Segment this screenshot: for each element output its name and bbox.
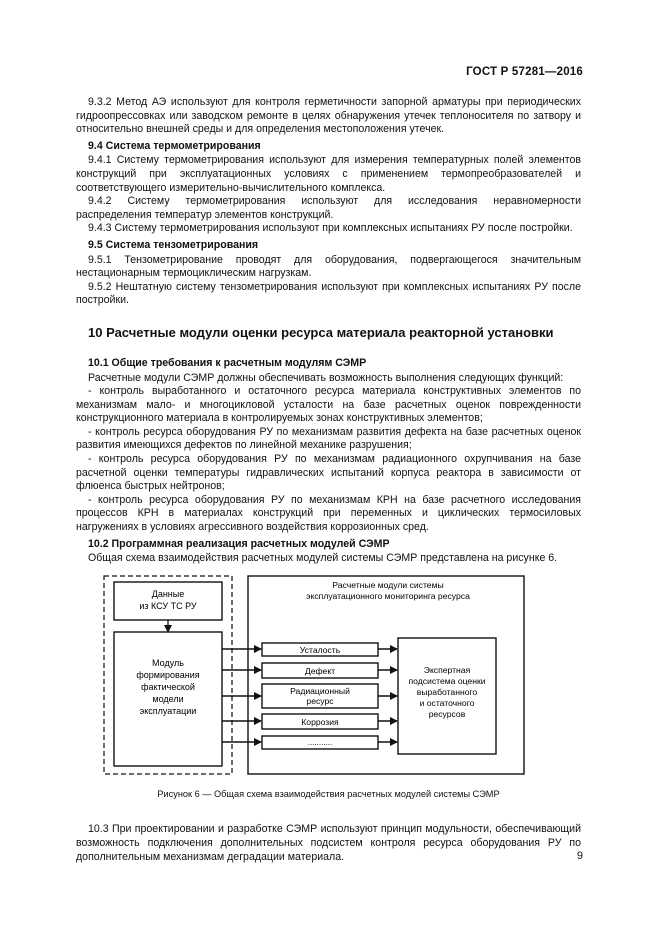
module-radiation-label-2: ресурс [306,695,334,706]
heading-10-2: 10.2 Программная реализация расчетных модулей СЭМР [88,537,390,550]
module-defect-label: Дефект [304,665,336,676]
expert-box-line-1: Экспертная [423,664,471,675]
module-more-label: ........... [307,737,333,747]
arrows-model-to-modules [222,649,261,742]
paragraph-9-5-1: 9.5.1 Тензометрирование проводят для оборудования, подвергающегося значительным нестационарным термоциклическим нагрузкам. [76,253,581,280]
data-box [114,582,222,620]
page-content [76,96,581,864]
module-more [262,736,378,749]
model-box-line-5: эксплуатации [139,705,197,716]
section-10-title: 10 Расчетные модули оценки ресурса материала реакторной установки [88,324,554,340]
paragraph-10-2: Общая схема взаимодействия расчетных модулей системы СЭМР представлена на рисунке 6. [88,552,558,565]
expert-box-line-2: подсистема оценки [408,675,486,686]
heading-9-5: 9.5 Система тензометрирования [88,238,259,251]
model-box [114,632,222,766]
list-item-defect: - контроль ресурса оборудования РУ по механизмам развития дефекта на базе расчетных оценок развития имеющихся дефектов по линейной механике разрушения; [76,425,581,452]
expert-box-line-4: и остаточного [419,697,475,708]
paragraph-9-5-2: 9.5.2 Нештатную систему тензометрирования используют при комплексных испытаниях РУ после постройки. [76,280,581,307]
module-defect [262,663,378,678]
paragraph-9-4-3: 9.4.3 Систему термометрирования используют при комплексных испытаниях РУ после постройки. [88,222,573,235]
list-item-corrosion: - контроль ресурса оборудования РУ по механизмам КРН на базе расчетного исследования процессов КРН в материалах конструкций при переменных и циклических термосиловых нагружениях в условиях агрессивного воздействия коррозионных сред. [76,493,581,534]
paragraph-9-4-2: 9.4.2 Систему термометрирования используют для исследования неравномерности распределения температур элементов конструкций. [76,195,581,221]
figure-caption: Рисунок 6 — Общая схема взаимодействия расчетных модулей системы СЭМР [157,788,500,799]
expert-box-line-5: ресурсов [428,708,466,719]
paragraph-9-4-1: 9.4.1 Систему термометрирования используют для измерения температурных полей элементов конструкций при эксплуатационных условиях с применением термопреобразователей и соответствующего измерительно-вычислительного комплекса. [76,154,581,194]
calc-modules-title-line-1: Расчетные модули системы [332,579,444,590]
paragraph-10-1-intro: Расчетные модули СЭМР должны обеспечивать возможность выполнения следующих функций: [88,371,564,384]
paragraph-9-3-2: 9.3.2 Метод АЭ используют для контроля герметичности запорной арматуры при периодических гидроопрессовках или заводском ремонте в целях обнаружения утечек теплоносителя по затвору и относительно внешней среды и для определения местоположения утечек. [76,96,581,136]
expert-box [398,638,496,754]
calc-modules-title-line-2: эксплуатационного мониторинга ресурса [306,590,470,601]
heading-9-4: 9.4 Система термометрирования [88,139,261,152]
expert-box-line-3: выработанного [416,686,478,697]
model-box-line-1: Модуль [152,657,184,668]
module-radiation [262,684,378,708]
list-item-fatigue: - контроль выработанного и остаточного ресурса материала конструктивных элементов по механизмам мало- и многоцикловой усталости на базе расчетных оценок поврежденности конструкционного материала в контролируемых зонах конструктивных элементов; [76,385,581,425]
module-fatigue-label: Усталость [299,644,341,655]
module-fatigue [262,643,378,656]
module-corrosion-label: Коррозия [301,716,339,727]
figure-6 [76,574,581,782]
page-number: 9 [576,850,583,862]
arrows-modules-to-expert [378,649,397,742]
interaction-diagram [76,574,581,782]
list-item-radiation: - контроль ресурса оборудования РУ по механизмам радиационного охрупчивания на базе расчетной оценки температуры гидравлических испытаний корпуса реактора в зависимости от флюенса быстрых нейтронов; [76,453,581,493]
paragraph-10-3: 10.3 При проектировании и разработке СЭМР используют принцип модульности, обеспечивающий возможность подключения дополнительных подсистем контроля ресурса оборудования РУ по дополнительным механизмам деградации материала. [76,823,581,863]
model-box-line-2: формирования [136,669,200,680]
module-radiation-label-1: Радиационный [290,685,350,696]
data-box-line-2: из КСУ ТС РУ [139,600,197,611]
model-box-line-4: модели [152,693,184,704]
data-box-line-1: Данные [151,588,185,599]
document-header: ГОСТ Р 57281—2016 [466,66,583,78]
model-box-line-3: фактической [141,681,195,692]
heading-10-1: 10.1 Общие требования к расчетным модулям СЭМР [88,356,367,369]
module-corrosion [262,714,378,729]
